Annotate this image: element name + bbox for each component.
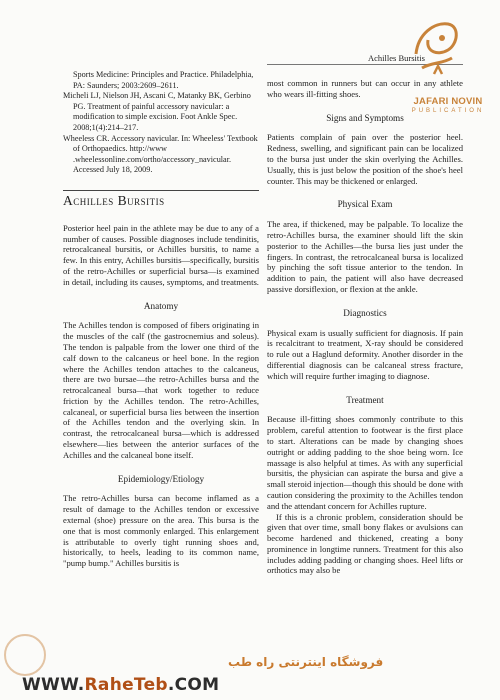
running-header: Achilles Bursitis: [368, 53, 425, 63]
watermark-circle-icon: [4, 634, 46, 676]
watermark-url: [22, 675, 219, 695]
publisher-logo-icon: [408, 14, 464, 84]
watermark-persian-text: فروشگاه اینترنتی راه طب: [228, 655, 384, 669]
right-column: [267, 78, 463, 576]
diagnostics-paragraph: Physical exam is usually sufficient for diagnosis. If pain is recalcitrant to treatment, X-ray should be considered to rule out a Haglund deformity. Another disorder in the differential diagnosis can be calcaneal stress fracture, which will require further imaging to diagnose.: [267, 327, 463, 381]
epidemiology-continued: most common in runners but can occur in any athlete who wears ill-fitting shoes.: [267, 78, 463, 99]
intro-paragraph: Posterior heel pain in the athlete may be due to any of a number of causes. Possible diagnoses include tendinitis, retrocalcaneal bursitis, or Achilles bursitis, to name a few. In this entry, Achilles bursitis—specifically, bursitis of the retro-Achilles or superficial bursa—is examined in detail, including its causes, symptoms, and treatments.: [63, 222, 259, 287]
anatomy-heading: Anatomy: [143, 300, 179, 311]
epidemiology-paragraph: The retro-Achilles bursa can become inflamed as a result of damage to the Achilles tendon or excessive external (shoe) pressure on the area. This bursa is the one that is most commonly enlarged. This enlargement is attributable to overly tight running shoes and, historically, to heels, leading to its common name, "pump bump." Achilles bursitis is: [63, 493, 259, 569]
diagnostics-heading: Diagnostics: [343, 307, 387, 318]
reference-item: Wheeless CR. Accessory navicular. In: Wheeless' Textbook of Orthopaedics. http://www .wheelessonline.com/ortho/accessory_navicular. Accessed July 18, 2009.: [63, 133, 258, 175]
reference-item: Sports Medicine: Principles and Practice. Philadelphia, PA: Saunders; 2003:2609–2611.: [73, 70, 254, 90]
treatment-heading: Treatment: [346, 394, 384, 405]
treatment-paragraph: Because ill-fitting shoes commonly contribute to this problem, careful attention to footwear is the first place to start. Alterations can be made by changing shoes outright or adding padding to the shoe being worn. Ice massage is also helpful at times. As with any superficial bursitis, the physician can aspirate the bursa and give a small steroid injection—though this should be done with caution considering the proximity to the Achilles tendon and the attendant concern for Achilles rupture.: [267, 414, 463, 511]
article-title: Achilles Bursitis: [63, 192, 165, 208]
section-rule: [63, 190, 259, 191]
epidemiology-heading: Epidemiology/Etiology: [117, 473, 205, 484]
watermark-url-prefix: WWW.: [22, 675, 85, 695]
reference-item: Micheli LJ, Nielson JH, Ascani C, Matanky BK, Gerbino PG. Treatment of painful accessory navicular: a modification to simple excision. Foot Ankle Spec. 2008;1(4):214–217.: [63, 91, 251, 132]
watermark-url-brand: RaheTeb: [84, 675, 168, 695]
publisher-subtitle: PUBLICATION: [411, 108, 485, 114]
physical-exam-heading: Physical Exam: [337, 199, 393, 210]
watermark-url-suffix: .COM: [167, 675, 220, 695]
left-column: [63, 70, 259, 569]
anatomy-paragraph: The Achilles tendon is composed of fibers originating in the muscles of the calf (the gastrocnemius and soleus). The tendon is palpable from the lower one third of the calf down to the calcaneus or heel bone. In the region where the Achilles tendon attaches to the calcaneus, there are two bursae—the retro-Achilles bursa and the retrocalcaneal bursa—that work together to reduce friction by the Achilles tendon. The retro-Achilles, calcaneal, or superficial bursa lies between the insertion of the Achilles tendon and the overlying skin. In contrast, the retrocalcaneal bursa—which is addressed elsewhere—lies between the anterior surfaces of the Achilles and the calcaneal bone itself.: [63, 320, 259, 460]
physical-exam-paragraph: The area, if thickened, may be palpable. To localize the retro-Achilles bursa, the examiner should lift the skin posterior to the Achilles—the bursa lies just under the fingers. In contrast, the retrocalcaneal bursa is localized by pinching the soft tissue anterior to the tendon. In addition to pain, the patient will also have decreased passive dorsiflexion, or flexion at the ankle.: [267, 219, 463, 294]
signs-paragraph: Patients complain of pain over the posterior heel. Redness, swelling, and significant pain can be localized to the bursa just under the skin overlying the Achilles. Usually, this is just below the position of the shoe's heel counter. This may be thickened or enlarged.: [267, 132, 463, 186]
treatment-paragraph: If this is a chronic problem, consideration should be given that over time, small bony flakes or avulsions can become hardened and thickened, creating a bony prominence in longtime runners. Treatment for this also includes adding padding or changing shoes. Heel lifts or orthotics may also be: [267, 511, 463, 576]
publisher-name: JAFARI NOVIN: [413, 96, 483, 107]
signs-heading: Signs and Symptoms: [326, 112, 404, 123]
